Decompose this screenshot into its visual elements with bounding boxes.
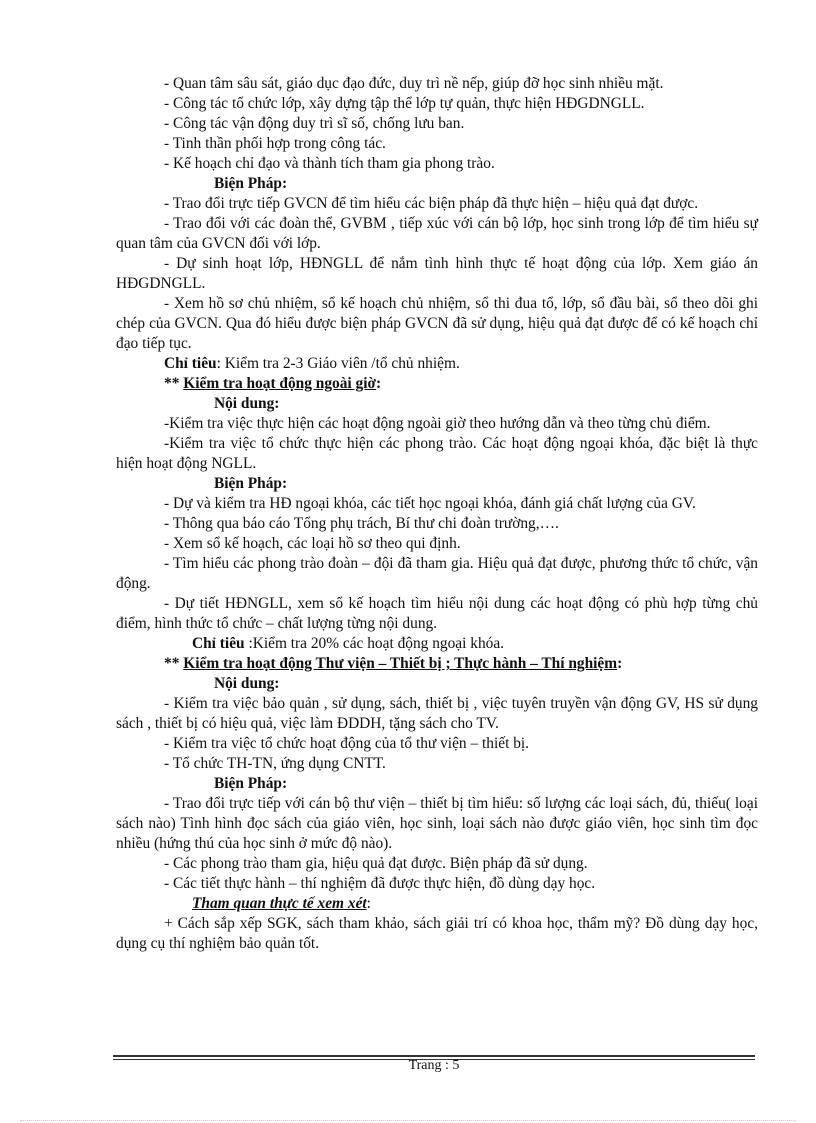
paragraph: - Các phong trào tham gia, hiệu quả đạt được. Biện pháp đã sử dụng. [164, 855, 588, 872]
target-label: Chỉ tiêu [164, 355, 217, 372]
paragraph [116, 354, 758, 374]
paragraph-text: : Kiểm tra 2-3 Giáo viên /tổ chủ nhiệm. [216, 355, 460, 372]
section-marker: ** [164, 375, 184, 392]
paragraph: Nội dung: [214, 675, 280, 692]
paragraph: Biện Pháp: [214, 475, 288, 492]
paragraph: - Quan tâm sâu sát, giáo dục đạo đức, duy trì nề nếp, giúp đỡ học sinh nhiều mặt. [164, 75, 664, 92]
paragraph: Nội dung: [214, 395, 280, 412]
paragraph: Biện Pháp: [214, 775, 288, 792]
paragraph: - Thông qua báo cáo Tổng phụ trách, Bí thư chi đoàn trường,…. [164, 515, 559, 532]
paragraph: Biện Pháp: [214, 175, 288, 192]
paragraph-text: :Kiểm tra 20% các hoạt động ngoại khóa. [244, 635, 505, 652]
paragraph: - Công tác vận động duy trì sĩ số, chống lưu ban. [164, 115, 465, 132]
section-marker: ** [164, 655, 184, 672]
paragraph: - Dự và kiểm tra HĐ ngoại khóa, các tiết học ngoại khóa, đánh giá chất lượng của GV. [164, 495, 696, 512]
paragraph: - Tinh thần phối hợp trong công tác. [164, 135, 386, 152]
paragraph: -Kiểm tra việc tổ chức thực hiện các phong trào. Các hoạt động ngoại khóa, đặc biệt là thực hiện hoạt động NGLL. [116, 435, 758, 472]
subsection-colon: : [366, 895, 371, 912]
paragraph: - Dự sinh hoạt lớp, HĐNGLL để nắm tình hình thực tế hoạt động của lớp. Xem giáo án HĐGDNGLL. [116, 255, 758, 292]
section-heading: Kiểm tra hoạt động Thư viện – Thiết bị ; Thực hành – Thí nghiệm [183, 655, 618, 672]
subsection-heading: Tham quan thực tế xem xét [192, 895, 367, 912]
paragraph: - Tổ chức TH-TN, ứng dụng CNTT. [164, 755, 386, 772]
page-body [116, 74, 758, 954]
paragraph: -Kiểm tra việc thực hiện các hoạt động ngoài giờ theo hướng dẫn và theo từng chủ điểm. [164, 415, 711, 432]
paragraph: - Trao đổi trực tiếp GVCN để tìm hiểu các biện pháp đã thực hiện – hiệu quả đạt được. [164, 195, 699, 212]
paragraph: - Kiểm tra việc bảo quản , sử dụng, sách, thiết bị , việc tuyên truyền vận động GV, HS sử dụng sách , thiết bị có hiệu quả, việc làm ĐDDH, tặng sách cho TV. [116, 695, 758, 732]
section-colon: : [376, 375, 382, 392]
page-number: Trang : 5 [408, 1058, 460, 1073]
paragraph: - Trao đổi trực tiếp với cán bộ thư viện – thiết bị tìm hiểu: số lượng các loại sách, đủ, thiếu( loại sách nào) Tình hình đọc sách của giáo viên, học sinh, loại sách nào được giáo viên, học sinh tìm đọc nhiều (hứng thú của học sinh ở mức độ nào). [116, 795, 758, 852]
paragraph: - Dự tiết HĐNGLL, xem sổ kế hoạch tìm hiểu nội dung các hoạt động có phù hợp từng chủ điểm, hình thức tổ chức – chất lượng từng nội dung. [116, 595, 758, 632]
page-edge [20, 1120, 796, 1121]
paragraph [116, 634, 758, 654]
paragraph: - Tìm hiểu các phong trào đoàn – đội đã tham gia. Hiệu quả đạt được, phương thức tổ chức, vận động. [116, 555, 758, 592]
paragraph: + Cách sắp xếp SGK, sách tham khảo, sách giải trí có khoa học, thẩm mỹ? Đồ dùng dạy học, dụng cụ thí nghiệm bảo quản tốt. [116, 915, 758, 952]
paragraph: - Kiểm tra việc tổ chức hoạt động của tổ thư viện – thiết bị. [164, 735, 530, 752]
section-colon: : [617, 655, 623, 672]
paragraph: - Các tiết thực hành – thí nghiệm đã được thực hiện, đồ dùng dạy học. [164, 875, 596, 892]
paragraph: - Trao đổi với các đoàn thể, GVBM , tiếp xúc với cán bộ lớp, học sinh trong lớp để tìm hiểu sự quan tâm của GVCN đối với lớp. [116, 215, 758, 252]
paragraph: - Xem sổ kế hoạch, các loại hồ sơ theo qui định. [164, 535, 461, 552]
paragraph [116, 374, 758, 394]
paragraph: - Kế hoạch chỉ đạo và thành tích tham gia phong trào. [164, 155, 495, 172]
paragraph [116, 654, 758, 674]
paragraph: - Xem hồ sơ chủ nhiệm, sổ kế hoạch chủ nhiệm, sổ thi đua tổ, lớp, sổ đầu bài, sổ theo dõi ghi chép của GVCN. Qua đó hiểu được biện pháp GVCN đã sử dụng, hiệu quả đạt được để có kế hoạch chỉ đạo tiếp tục. [116, 295, 758, 352]
paragraph [116, 894, 758, 914]
target-label: Chỉ tiêu [192, 635, 245, 652]
section-heading: Kiểm tra hoạt động ngoài giờ [183, 375, 377, 392]
paragraph: - Công tác tổ chức lớp, xây dựng tập thể lớp tự quản, thực hiện HĐGDNGLL. [164, 95, 645, 112]
